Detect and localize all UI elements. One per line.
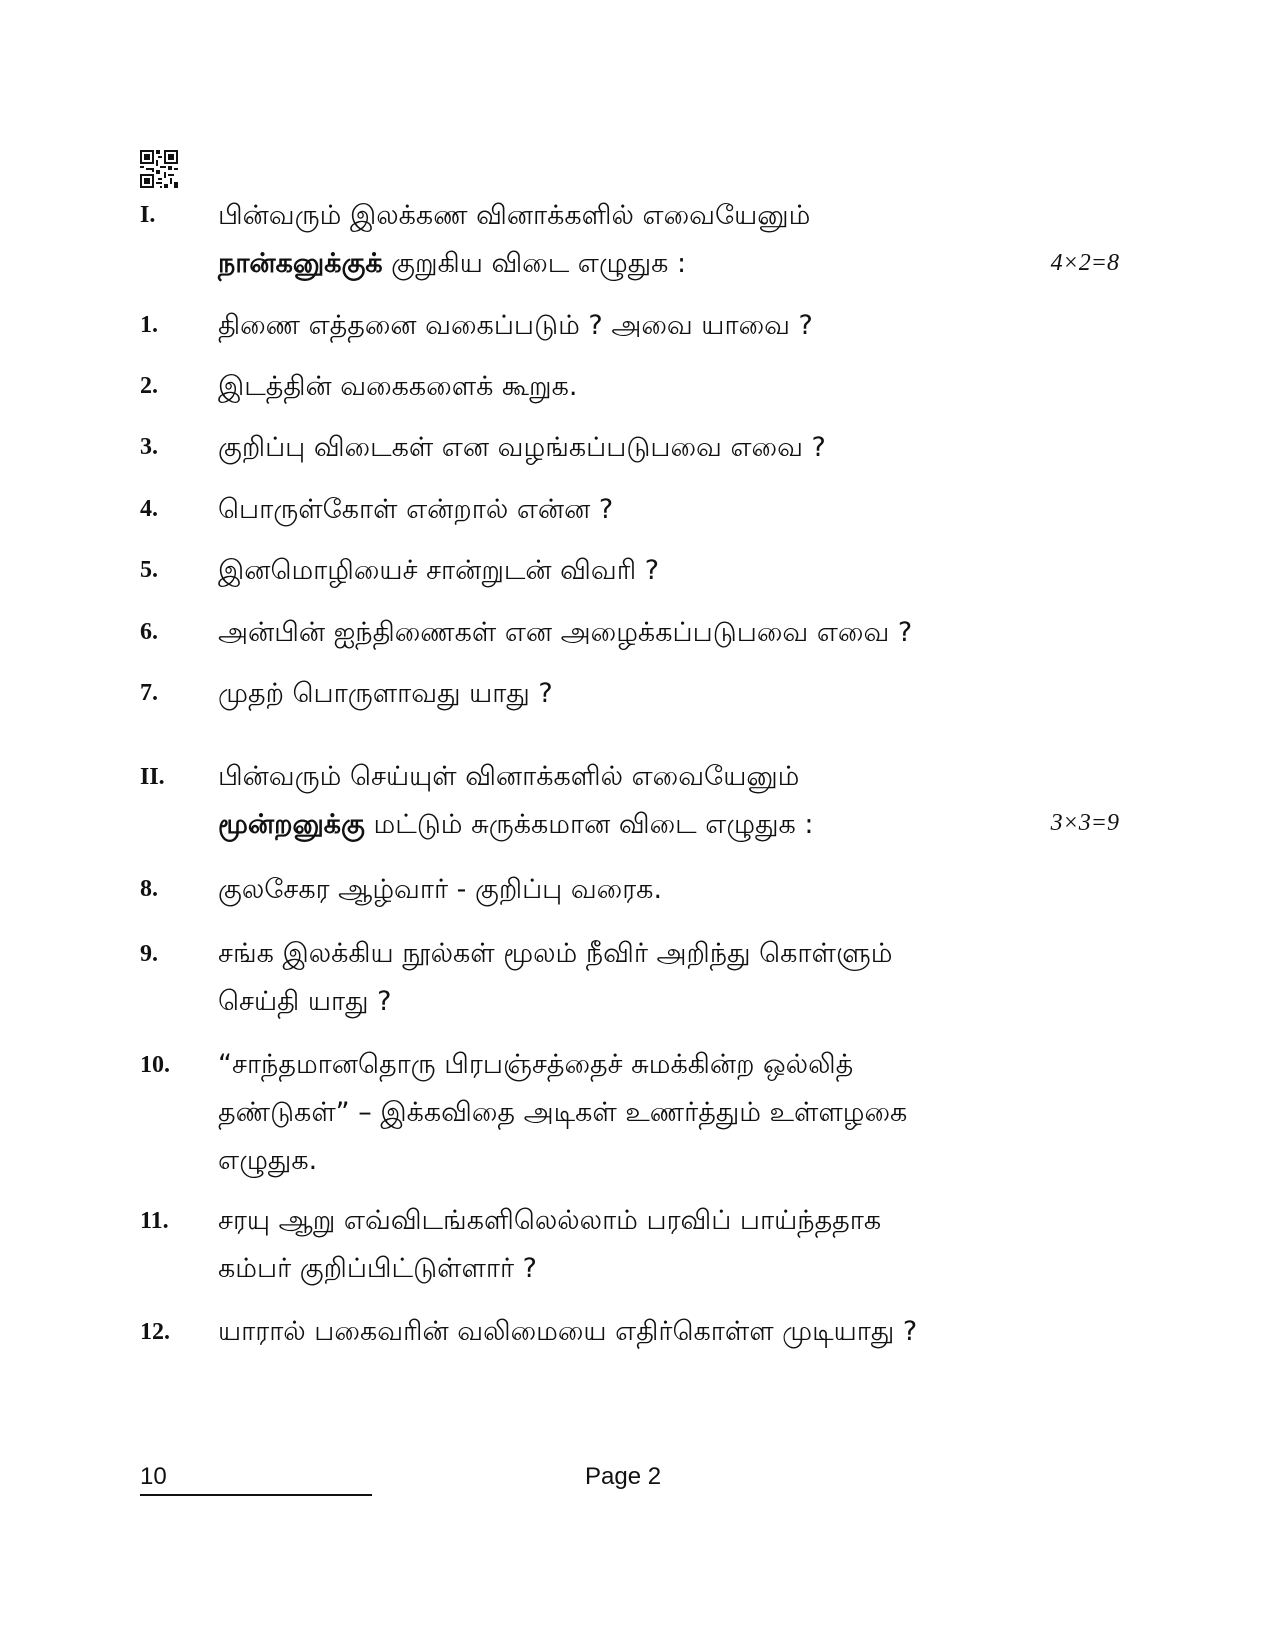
question-number: 10. (140, 1052, 170, 1078)
question-line: இனமொழியைச் சான்றுடன் விவரி ? (218, 555, 660, 586)
instruction-emphasis: நான்கனுக்குக் (218, 248, 383, 279)
question-text (218, 547, 1058, 595)
section-instruction (218, 192, 1058, 288)
question-line: சரயு ஆறு எவ்விடங்களிலெல்லாம் பரவிப் பாய்ந்ததாக (218, 1205, 882, 1236)
instruction-text: குறுகிய விடை எழுதுக : (382, 248, 687, 279)
question-line: குறிப்பு விடைகள் என வழங்கப்படுபவை எவை ? (218, 432, 826, 463)
question-line: சங்க இலக்கிய நூல்கள் மூலம் நீவிர் அறிந்து கொள்ளும் (218, 938, 893, 969)
question-number: 7. (140, 680, 158, 706)
question-number: 1. (140, 312, 158, 338)
question-line: தண்டுகள்” – இக்கவிதை அடிகள் உணர்த்தும் உள்ளழகை (218, 1097, 908, 1128)
question-line: குலசேகர ஆழ்வார் - குறிப்பு வரைக. (218, 874, 663, 905)
instruction-text: மட்டும் சுருக்கமான விடை எழுதுக : (364, 809, 814, 840)
question-line: முதற் பொருளாவது யாது ? (218, 678, 553, 709)
section-instruction (218, 753, 1058, 849)
question-line: பொருள்கோள் என்றால் என்ன ? (218, 494, 614, 525)
question-line: அன்பின் ஐந்திணைகள் என அழைக்கப்படுபவை எவை ? (218, 617, 913, 648)
question-number: 6. (140, 619, 158, 645)
question-text (218, 363, 1058, 411)
question-number: 5. (140, 557, 158, 583)
question-text (218, 1041, 1058, 1185)
question-text (218, 866, 1058, 914)
question-text (218, 930, 1058, 1026)
page-number: Page 2 (585, 1463, 662, 1490)
question-number: 3. (140, 434, 158, 460)
question-text (218, 670, 1058, 718)
question-text (218, 424, 1058, 472)
question-text (218, 302, 1058, 350)
question-line: திணை எத்தனை வகைப்படும் ? அவை யாவை ? (218, 310, 813, 341)
question-line: “சாந்தமானதொரு பிரபஞ்சத்தைச் சுமக்கின்ற ஒல்லித் (218, 1049, 854, 1080)
question-line: யாரால் பகைவரின் வலிமையை எதிர்கொள்ள முடியாது ? (218, 1316, 918, 1347)
instruction-line: பின்வரும் செய்யுள் வினாக்களில் எவையேனும் (218, 761, 800, 792)
question-number: 9. (140, 941, 158, 967)
question-number: 2. (140, 373, 158, 399)
question-number: 12. (140, 1319, 170, 1345)
question-number: 11. (140, 1208, 169, 1234)
question-text (218, 609, 1058, 657)
footer-rule (140, 1494, 372, 1496)
instruction-emphasis: மூன்றனுக்கு (218, 809, 365, 840)
question-line: கம்பர் குறிப்பிட்டுள்ளார் ? (218, 1253, 538, 1284)
instruction-line: பின்வரும் இலக்கண வினாக்களில் எவையேனும் (218, 200, 811, 231)
qr-code-icon (140, 150, 178, 188)
footer-code: 10 (140, 1463, 167, 1490)
question-number: 8. (140, 876, 158, 902)
question-number: 4. (140, 496, 158, 522)
instruction-line (218, 801, 1058, 849)
marks-allocation: 3×3=9 (1050, 810, 1119, 836)
question-text (218, 1197, 1058, 1293)
section-number: I. (140, 202, 156, 228)
section-number: II. (140, 764, 165, 790)
question-line: செய்தி யாது ? (218, 986, 392, 1017)
question-text (218, 486, 1058, 534)
question-line: இடத்தின் வகைகளைக் கூறுக. (218, 371, 578, 402)
question-line: எழுதுக. (218, 1145, 318, 1176)
instruction-line (218, 240, 1058, 288)
marks-allocation: 4×2=8 (1050, 250, 1119, 276)
question-text (218, 1308, 1058, 1356)
